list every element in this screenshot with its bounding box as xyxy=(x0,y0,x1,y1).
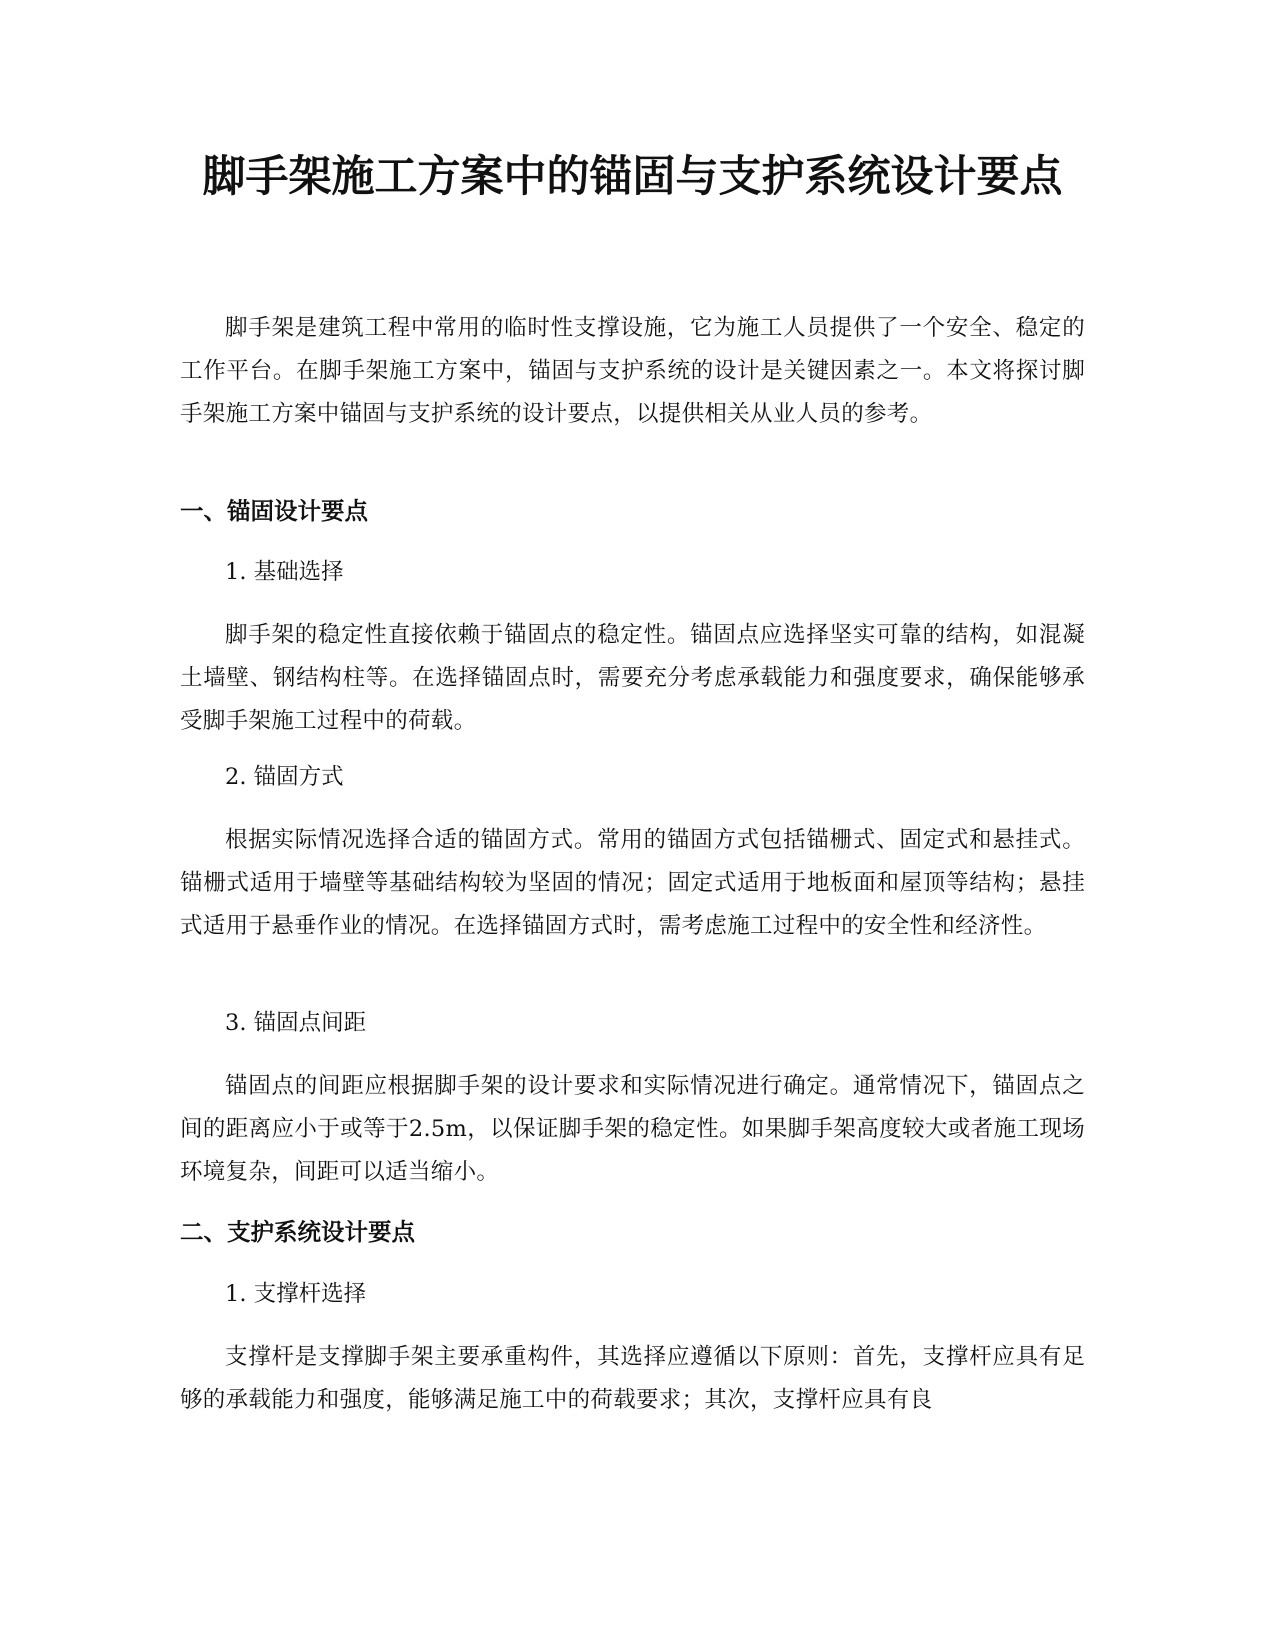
section-1-item-1-title: 1. 基础选择 xyxy=(225,559,344,585)
section-1-item-2-title: 2. 锚固方式 xyxy=(225,764,344,790)
document-title: 脚手架施工方案中的锚固与支护系统设计要点 xyxy=(202,152,1063,202)
section-2-item-1-title: 1. 支撑杆选择 xyxy=(225,1281,367,1307)
section-1-item-3-title: 3. 锚固点间距 xyxy=(225,1010,367,1036)
section-1-item-1-body: 脚手架的稳定性直接依赖于锚固点的稳定性。锚固点应选择坚实可靠的结构，如混凝土墙壁、钢结构柱等。在选择锚固点时，需要充分考虑承载能力和强度要求，确保能够承受脚手架施工过程中的荷载。 xyxy=(180,622,1085,734)
section-1-heading: 一、锚固设计要点 xyxy=(180,497,368,525)
section-2-heading: 二、支护系统设计要点 xyxy=(180,1218,415,1246)
section-1-item-2-body: 根据实际情况选择合适的锚固方式。常用的锚固方式包括锚栅式、固定式和悬挂式。锚栅式适用于墙壁等基础结构较为坚固的情况；固定式适用于地板面和屋顶等结构；悬挂式适用于悬垂作业的情况。在选择锚固方式时，需考虑施工过程中的安全性和经济性。 xyxy=(180,827,1085,939)
section-2-item-1-body: 支撑杆是支撑脚手架主要承重构件，其选择应遵循以下原则：首先，支撑杆应具有足够的承载能力和强度，能够满足施工中的荷载要求；其次，支撑杆应具有良 xyxy=(180,1344,1085,1413)
intro-paragraph: 脚手架是建筑工程中常用的临时性支撑设施，它为施工人员提供了一个安全、稳定的工作平台。在脚手架施工方案中，锚固与支护系统的设计是关键因素之一。本文将探讨脚手架施工方案中锚固与支护系统的设计要点，以提供相关从业人员的参考。 xyxy=(180,315,1085,427)
section-1-item-3-body: 锚固点的间距应根据脚手架的设计要求和实际情况进行确定。通常情况下，锚固点之间的距离应小于或等于2.5m，以保证脚手架的稳定性。如果脚手架高度较大或者施工现场环境复杂，间距可以适当缩小。 xyxy=(180,1073,1085,1185)
